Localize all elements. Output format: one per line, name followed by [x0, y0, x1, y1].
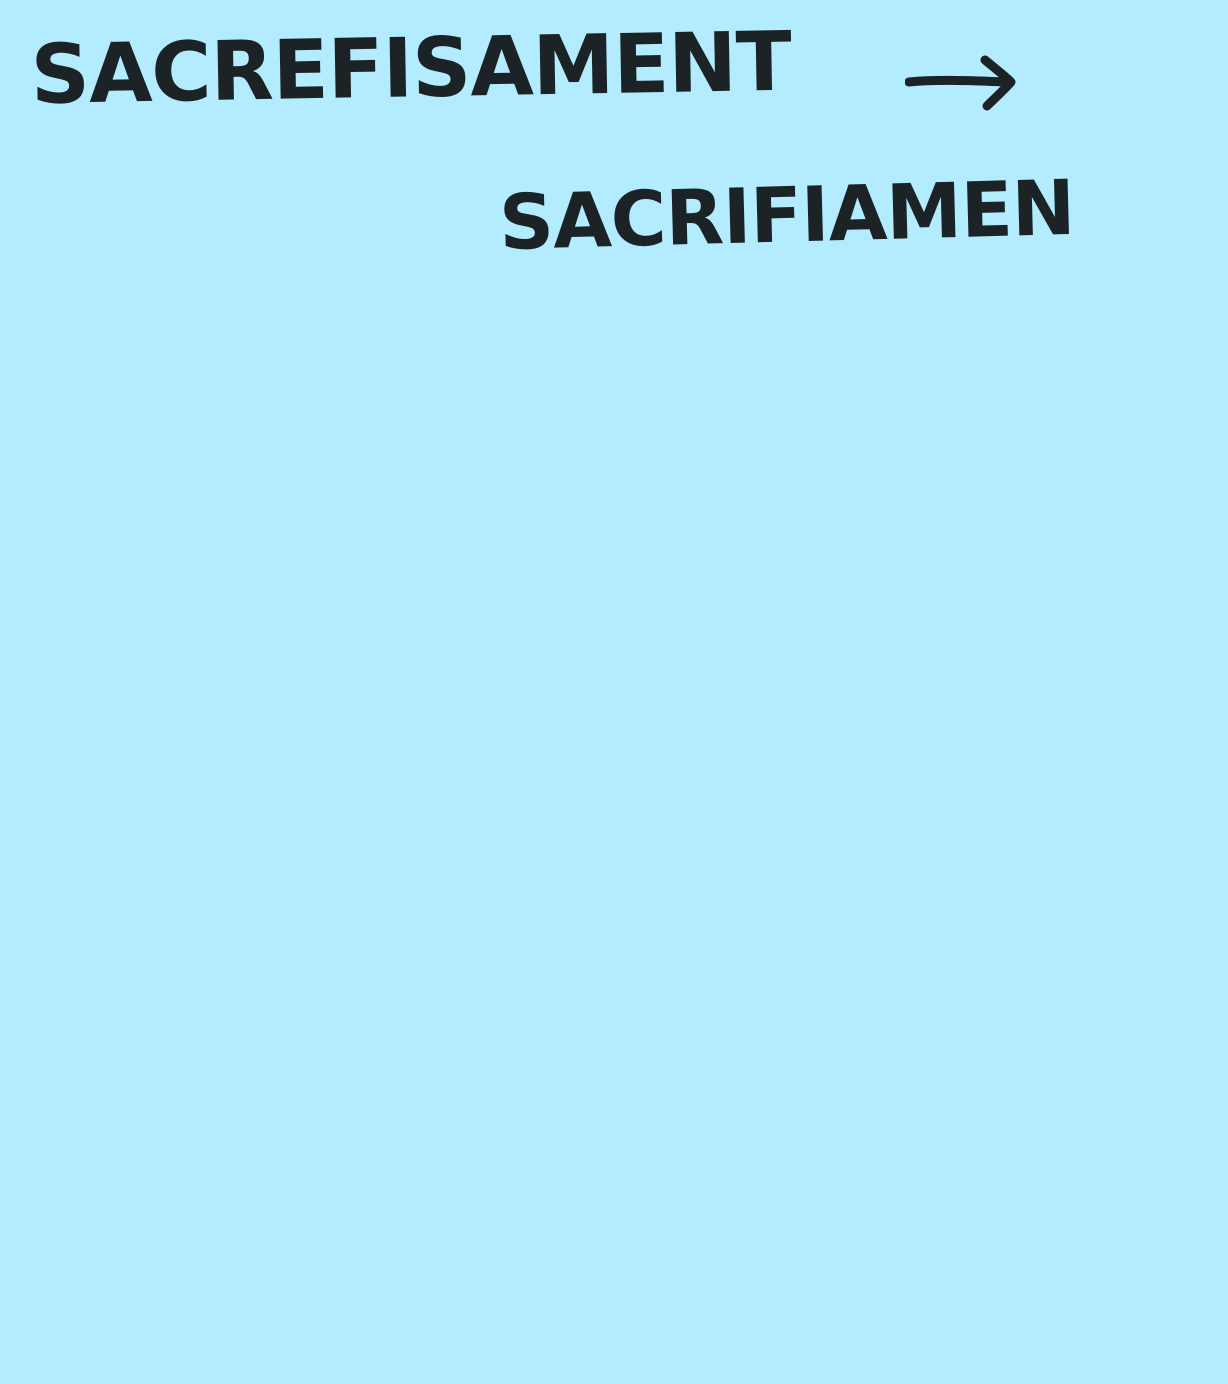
source-word: SACREFISAMENT [30, 14, 792, 123]
target-word: SACRIFIAMEN [498, 162, 1076, 267]
right-arrow-icon [905, 52, 1025, 112]
